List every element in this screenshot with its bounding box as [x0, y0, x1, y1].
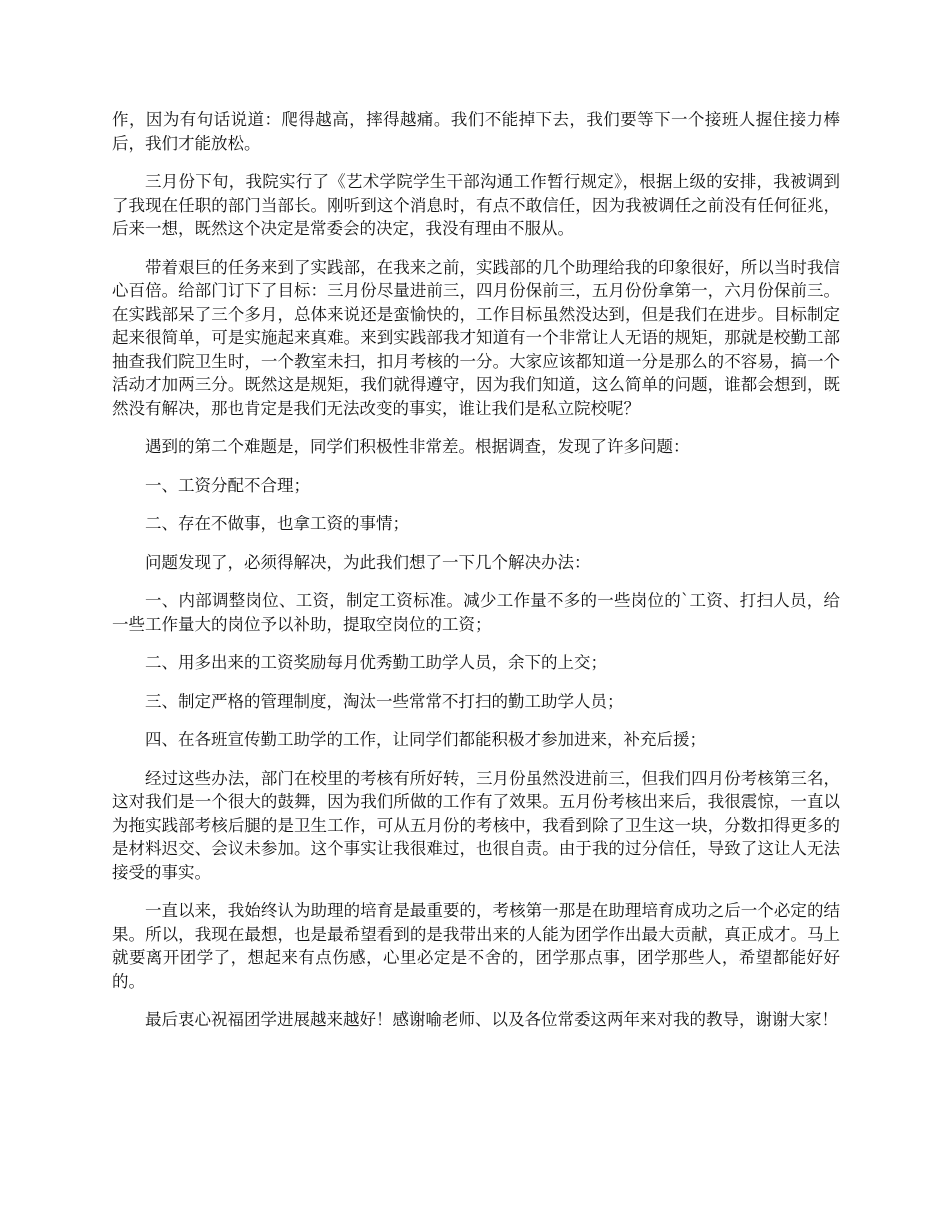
paragraph-13: 一直以来，我始终认为助理的培育是最重要的，考核第一那是在助理培育成功之后一个必定的结果。所以，我现在最想，也是最希望看到的是我带出来的人能为团学作出最大贡献，真正成才。马上就要离开团学了，想起来有点伤感，心里必定是不舍的，团学那点事，团学那些人，希望都能好好的。	[112, 901, 840, 991]
paragraph-10: 三、制定严格的管理制度，淘汰一些常常不打扫的勤工助学人员；	[145, 691, 624, 711]
document-body	[112, 108, 840, 1047]
paragraph-2: 三月份下旬，我院实行了《艺术学院学生干部沟通工作暂行规定》，根据上级的安排，我被调到了我现在任职的部门当部长。刚听到这个消息时，有点不敢信任，因为我被调任之前没有任何征兆，后来一想，既然这个决定是常委会的决定，我没有理由不服从。	[112, 172, 840, 238]
paragraph-5: 一、工资分配不合理；	[145, 475, 310, 495]
paragraph-6: 二、存在不做事，也拿工资的事情；	[145, 514, 409, 533]
paragraph-4: 遇到的第二个难题是，同学们积极性非常差。根据调查，发现了许多问题：	[145, 437, 690, 456]
paragraph-11: 四、在各班宣传勤工助学的工作，让同学们都能积极才参加进来，补充后援；	[145, 730, 706, 749]
paragraph-7: 问题发现了，必须得解决，为此我们想了一下几个解决办法：	[145, 552, 591, 572]
paragraph-8: 一、内部调整岗位、工资，制定工资标准。减少工作量不多的一些岗位的`工资、打扫人员，给一些工作量大的岗位予以补助，提取空岗位的工资；	[112, 591, 840, 634]
paragraph-3: 带着艰巨的任务来到了实践部，在我来之前，实践部的几个助理给我的印象很好，所以当时我信心百倍。给部门订下了目标：三月份尽量进前三，四月份保前三，五月份份拿第一，六月份保前三。在实践部呆了三个多月，总体来说还是蛮愉快的，工作目标虽然没达到，但是我们在进步。目标制定起来很简单，可是实施起来真难。来到实践部我才知道有一个非常让人无语的规矩，那就是校勤工部抽查我们院卫生时，一个教室未扫，扣月考核的一分。大家应该都知道一分是那么的不容易，搞一个活动才加两三分。既然这是规矩，我们就得遵守，因为我们知道，这么简单的问题，谁都会想到，既然没有解决，那也肯定是我们无法改变的事实，谁让我们是私立院校呢？	[112, 257, 840, 418]
paragraph-14: 最后衷心祝福团学进展越来越好！感谢喻老师、以及各位常委这两年来对我的教导，谢谢大家！	[145, 1010, 838, 1029]
paragraph-9: 二、用多出来的工资奖励每月优秀勤工助学人员，余下的上交；	[145, 653, 607, 672]
paragraph-1: 作，因为有句话说道：爬得越高，摔得越痛。我们不能掉下去，我们要等下一个接班人握住接力棒后，我们才能放松。	[112, 110, 840, 153]
paragraph-12: 经过这些办法，部门在校里的考核有所好转，三月份虽然没进前三，但我们四月份考核第三名，这对我们是一个很大的鼓舞，因为我们所做的工作有了效果。五月份考核出来后，我很震惊，一直以为拖实践部考核后腿的是卫生工作，可从五月份的考核中，我看到除了卫生这一块，分数扣得更多的是材料迟交、会议未参加。这个事实让我很难过，也很自责。由于我的过分信任，导致了这让人无法接受的事实。	[112, 768, 840, 882]
